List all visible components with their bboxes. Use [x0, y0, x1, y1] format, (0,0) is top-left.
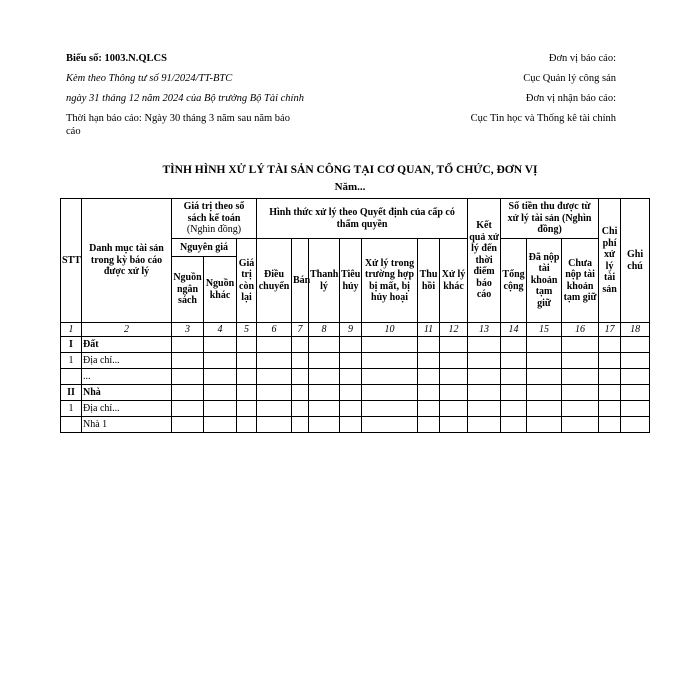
row-asset-name: ... — [82, 369, 172, 385]
col-disposal-form: Hình thức xử lý theo Quyết định của cấp có thẩm quyền — [257, 199, 468, 239]
table-cell — [237, 353, 257, 369]
table-cell — [172, 401, 204, 417]
table-cell — [468, 385, 501, 401]
col-other-source: Nguồn khác — [204, 257, 237, 323]
row-stt — [61, 369, 82, 385]
table-cell — [440, 417, 468, 433]
form-number: Biểu số: 1003.N.QLCS — [66, 53, 167, 64]
index-cell: 18 — [621, 323, 650, 337]
report-year: Năm... — [334, 181, 366, 193]
table-cell — [468, 337, 501, 353]
index-cell: 3 — [172, 323, 204, 337]
col-book-value — [172, 199, 257, 239]
table-cell — [501, 385, 527, 401]
table-cell — [501, 353, 527, 369]
table-cell — [257, 353, 292, 369]
table-cell — [237, 401, 257, 417]
table-cell — [340, 353, 362, 369]
table-cell — [340, 369, 362, 385]
col-result: Kết quả xử lý đến thời điểm báo cáo — [468, 199, 501, 323]
reporting-unit-label: Đơn vị báo cáo: — [548, 53, 616, 64]
table-cell — [340, 337, 362, 353]
col-budget-source: Nguồn ngân sách — [172, 257, 204, 323]
table-cell — [527, 417, 562, 433]
table-cell — [257, 401, 292, 417]
table-row — [61, 369, 650, 385]
table-cell — [362, 353, 418, 369]
table-cell — [292, 369, 309, 385]
table-cell — [362, 417, 418, 433]
table-cell — [621, 369, 650, 385]
table-cell — [204, 353, 237, 369]
table-cell — [562, 337, 599, 353]
table-cell — [527, 369, 562, 385]
table-row — [61, 353, 650, 369]
table-cell — [362, 369, 418, 385]
col-sell: Bán — [292, 239, 309, 323]
table-cell — [599, 353, 621, 369]
table-cell — [340, 417, 362, 433]
table-cell — [527, 385, 562, 401]
table-cell — [292, 385, 309, 401]
table-cell — [172, 353, 204, 369]
row-stt: 1 — [61, 353, 82, 369]
row-asset-name: Nhà — [82, 385, 172, 401]
table-row — [61, 385, 650, 401]
col-recover: Thu hồi — [418, 239, 440, 323]
table-cell — [418, 385, 440, 401]
table-cell — [292, 353, 309, 369]
row-stt — [61, 417, 82, 433]
table-cell — [468, 353, 501, 369]
circular-date: ngày 31 tháng 12 năm 2024 của Bộ trưởng Bộ Tài chính — [66, 93, 304, 104]
table-cell — [527, 353, 562, 369]
col-proceeds: Số tiền thu được từ xử lý tài sản (Nghìn đồng) — [501, 199, 599, 239]
table-cell — [257, 417, 292, 433]
table-cell — [468, 417, 501, 433]
table-cell — [172, 417, 204, 433]
table-cell — [621, 353, 650, 369]
table-cell — [204, 417, 237, 433]
index-cell: 2 — [82, 323, 172, 337]
table-cell — [621, 385, 650, 401]
column-index-row — [61, 323, 650, 337]
table-cell — [562, 353, 599, 369]
row-stt: II — [61, 385, 82, 401]
col-note: Ghi chú — [621, 199, 650, 323]
index-cell: 17 — [599, 323, 621, 337]
index-cell: 9 — [340, 323, 362, 337]
row-asset-name: Đất — [82, 337, 172, 353]
index-cell: 8 — [309, 323, 340, 337]
index-cell: 11 — [418, 323, 440, 337]
table-cell — [621, 417, 650, 433]
table-cell — [440, 337, 468, 353]
col-original-price: Nguyên giá — [172, 239, 237, 257]
receiving-unit: Cục Tin học và Thống kê tài chính — [470, 113, 616, 124]
col-transfer: Điều chuyển — [257, 239, 292, 323]
header-right — [336, 52, 616, 132]
table-cell — [501, 337, 527, 353]
table-cell — [440, 369, 468, 385]
col-liquidate: Thanh lý — [309, 239, 340, 323]
table-cell — [204, 337, 237, 353]
index-cell: 13 — [468, 323, 501, 337]
table-cell — [257, 369, 292, 385]
table-cell — [501, 401, 527, 417]
col-stt: STT — [61, 199, 82, 323]
table-cell — [418, 401, 440, 417]
row-stt: 1 — [61, 401, 82, 417]
index-cell: 4 — [204, 323, 237, 337]
report-deadline: Thời hạn báo cáo: Ngày 30 tháng 3 năm sau năm báo cáo — [66, 113, 290, 137]
col-destroy: Tiêu hủy — [340, 239, 362, 323]
index-cell: 5 — [237, 323, 257, 337]
header-left — [66, 52, 306, 145]
table-cell — [237, 385, 257, 401]
table-row — [61, 401, 650, 417]
report-title: TÌNH HÌNH XỬ LÝ TÀI SẢN CÔNG TẠI CƠ QUAN, TỔ CHỨC, ĐƠN VỊ — [162, 164, 538, 176]
table-cell — [204, 385, 237, 401]
index-cell: 6 — [257, 323, 292, 337]
table-cell — [599, 369, 621, 385]
table-cell — [309, 417, 340, 433]
table-cell — [309, 369, 340, 385]
table-cell — [340, 385, 362, 401]
table-cell — [237, 417, 257, 433]
col-remaining-value: Giá trị còn lại — [237, 239, 257, 323]
table-cell — [309, 353, 340, 369]
table-cell — [292, 417, 309, 433]
table-row — [61, 417, 650, 433]
receiving-unit-label: Đơn vị nhận báo cáo: — [525, 93, 616, 104]
index-cell: 1 — [61, 323, 82, 337]
table-cell — [172, 369, 204, 385]
table-cell — [309, 337, 340, 353]
col-paid-holding: Đã nộp tài khoản tạm giữ — [527, 239, 562, 323]
col-lost-damaged: Xử lý trong trường hợp bị mất, bị hủy hoại — [362, 239, 418, 323]
table-cell — [527, 337, 562, 353]
table-cell — [237, 337, 257, 353]
table-cell — [362, 385, 418, 401]
table-cell — [562, 401, 599, 417]
asset-disposal-table — [60, 198, 650, 433]
book-value-unit: (Nghìn đồng) — [186, 224, 242, 236]
table-cell — [501, 417, 527, 433]
table-row — [61, 337, 650, 353]
table-cell — [362, 401, 418, 417]
table-cell — [340, 401, 362, 417]
row-stt: I — [61, 337, 82, 353]
col-cost: Chi phí xử lý tài sản — [599, 199, 621, 323]
table-cell — [501, 369, 527, 385]
table-cell — [418, 337, 440, 353]
col-asset-list: Danh mục tài sản trong kỳ báo cáo được xử lý — [82, 199, 172, 323]
table-cell — [440, 353, 468, 369]
table-cell — [362, 337, 418, 353]
table-cell — [172, 337, 204, 353]
table-cell — [621, 401, 650, 417]
col-other-form: Xử lý khác — [440, 239, 468, 323]
table-cell — [468, 369, 501, 385]
table-cell — [468, 401, 501, 417]
table-cell — [621, 337, 650, 353]
row-asset-name: Địa chỉ... — [82, 401, 172, 417]
table-cell — [599, 401, 621, 417]
table-cell — [418, 369, 440, 385]
table-cell — [204, 369, 237, 385]
table-cell — [172, 385, 204, 401]
row-asset-name: Địa chỉ... — [82, 353, 172, 369]
table-cell — [527, 401, 562, 417]
index-cell: 12 — [440, 323, 468, 337]
index-cell: 7 — [292, 323, 309, 337]
book-value-label: Giá trị theo sổ sách kế toán — [183, 201, 245, 224]
index-cell: 16 — [562, 323, 599, 337]
table-cell — [257, 385, 292, 401]
index-cell: 14 — [501, 323, 527, 337]
table-cell — [562, 385, 599, 401]
table-cell — [309, 385, 340, 401]
index-cell: 10 — [362, 323, 418, 337]
table-cell — [292, 337, 309, 353]
table-cell — [599, 337, 621, 353]
index-cell: 15 — [527, 323, 562, 337]
table-cell — [204, 401, 237, 417]
row-asset-name: Nhà 1 — [82, 417, 172, 433]
table-cell — [599, 385, 621, 401]
table-cell — [599, 417, 621, 433]
table-cell — [562, 417, 599, 433]
col-total: Tổng cộng — [501, 239, 527, 323]
reporting-unit: Cục Quản lý công sản — [523, 73, 616, 84]
circular-reference: Kèm theo Thông tư số 91/2024/TT-BTC — [66, 73, 233, 84]
table-cell — [237, 369, 257, 385]
table-cell — [440, 401, 468, 417]
table-cell — [440, 385, 468, 401]
table-cell — [292, 401, 309, 417]
table-cell — [562, 369, 599, 385]
col-unpaid-holding: Chưa nộp tài khoản tạm giữ — [562, 239, 599, 323]
table-cell — [418, 417, 440, 433]
table-cell — [257, 337, 292, 353]
table-cell — [309, 401, 340, 417]
table-cell — [418, 353, 440, 369]
